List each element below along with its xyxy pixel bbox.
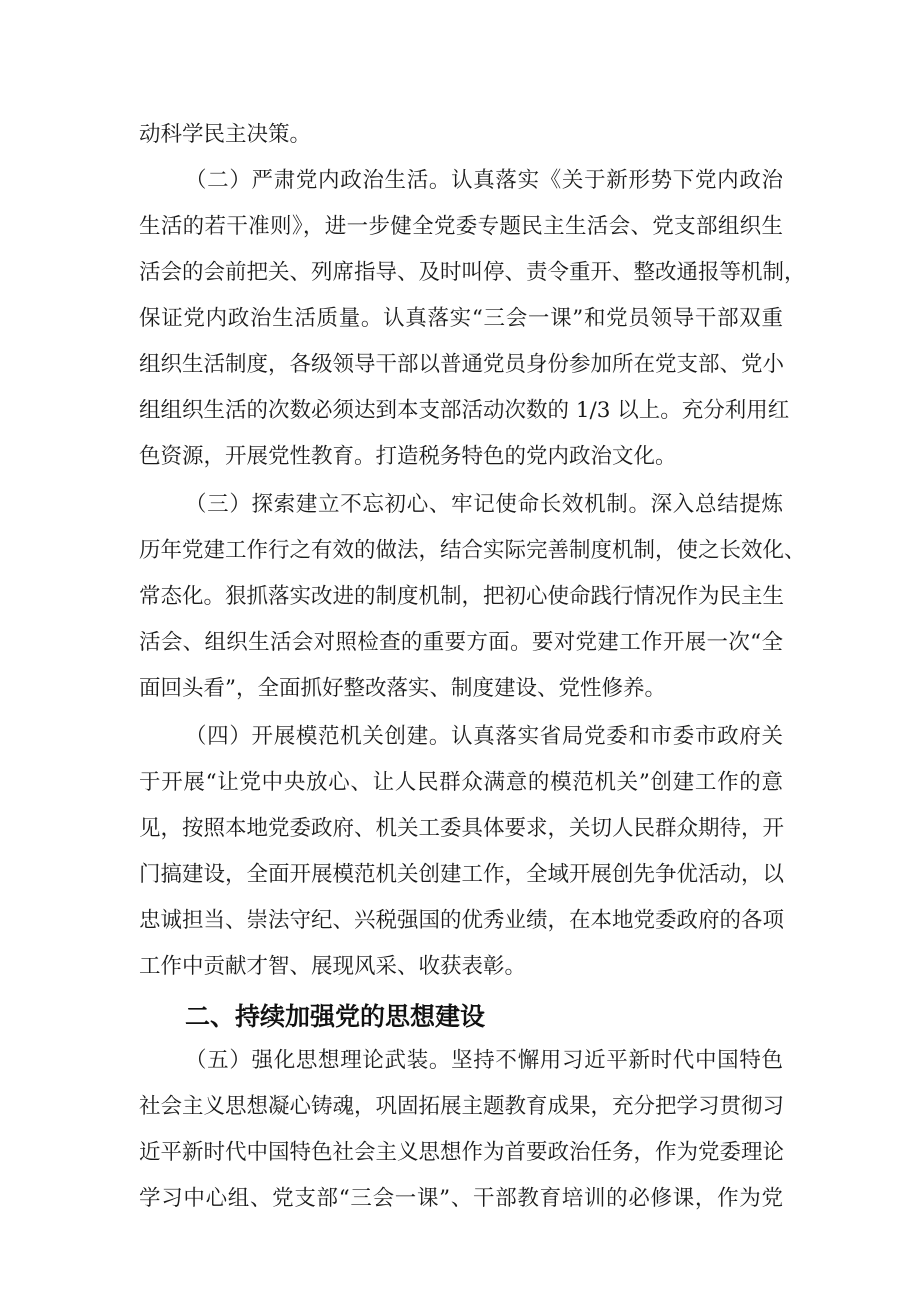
text-line: 动科学民主决策。	[139, 122, 312, 147]
text-line: 工作中贡献才智、展现风采、收获表彰。	[139, 954, 527, 979]
text-line: 历年党建工作行之有效的做法，结合实际完善制度机制，使之长效化、	[139, 538, 806, 563]
paragraph-2-start: （二）严肃党内政治生活。认真落实《关于新形势下党内政治	[185, 168, 783, 193]
text-line: 见，按照本地党委政府、机关工委具体要求，关切人民群众期待，开	[139, 816, 785, 841]
text-line: 忠诚担当、崇法守纪、兴税强国的优秀业绩，在本地党委政府的各项	[139, 908, 785, 933]
text-line: 组组织生活的次数必须达到本支部活动次数的 1/3 以上。充分利用红	[139, 398, 790, 423]
text-line: 活会、组织生活会对照检查的重要方面。要对党建工作开展一次“全	[139, 630, 783, 655]
section-heading: 二、持续加强党的思想建设	[185, 1002, 486, 1031]
text-line: 组织生活制度，各级领导干部以普通党员身份参加所在党支部、党小	[139, 352, 785, 377]
text-line: 活会的会前把关、列席指导、及时叫停、责令重开、整改通报等机制，	[139, 260, 806, 285]
text-line: 于开展“让党中央放心、让人民群众满意的模范机关”创建工作的意	[139, 770, 783, 795]
paragraph-4-start: （四）开展模范机关创建。认真落实省局党委和市委市政府关	[185, 724, 783, 749]
paragraph-5-start: （五）强化思想理论武装。坚持不懈用习近平新时代中国特色	[185, 1048, 783, 1073]
text-line: 近平新时代中国特色社会主义思想作为首要政治任务，作为党委理论	[139, 1140, 785, 1165]
paragraph-3-start: （三）探索建立不忘初心、牢记使命长效机制。深入总结提炼	[185, 492, 783, 517]
text-line: 门搞建设，全面开展模范机关创建工作，全域开展创先争优活动，以	[139, 862, 785, 887]
text-line: 色资源，开展党性教育。打造税务特色的党内政治文化。	[139, 444, 677, 469]
text-line: 社会主义思想凝心铸魂，巩固拓展主题教育成果，充分把学习贯彻习	[139, 1094, 785, 1119]
text-line: 生活的若干准则》，进一步健全党委专题民主生活会、党支部组织生	[139, 214, 783, 239]
text-line: 学习中心组、党支部“三会一课”、干部教育培训的必修课，作为党	[139, 1186, 783, 1211]
text-line: 面回头看”，全面抓好整改落实、制度建设、党性修养。	[139, 676, 666, 701]
text-line: 保证党内政治生活质量。认真落实“三会一课”和党员领导干部双重	[139, 306, 783, 331]
text-line: 常态化。狠抓落实改进的制度机制，把初心使命践行情况作为民主生	[139, 584, 785, 609]
